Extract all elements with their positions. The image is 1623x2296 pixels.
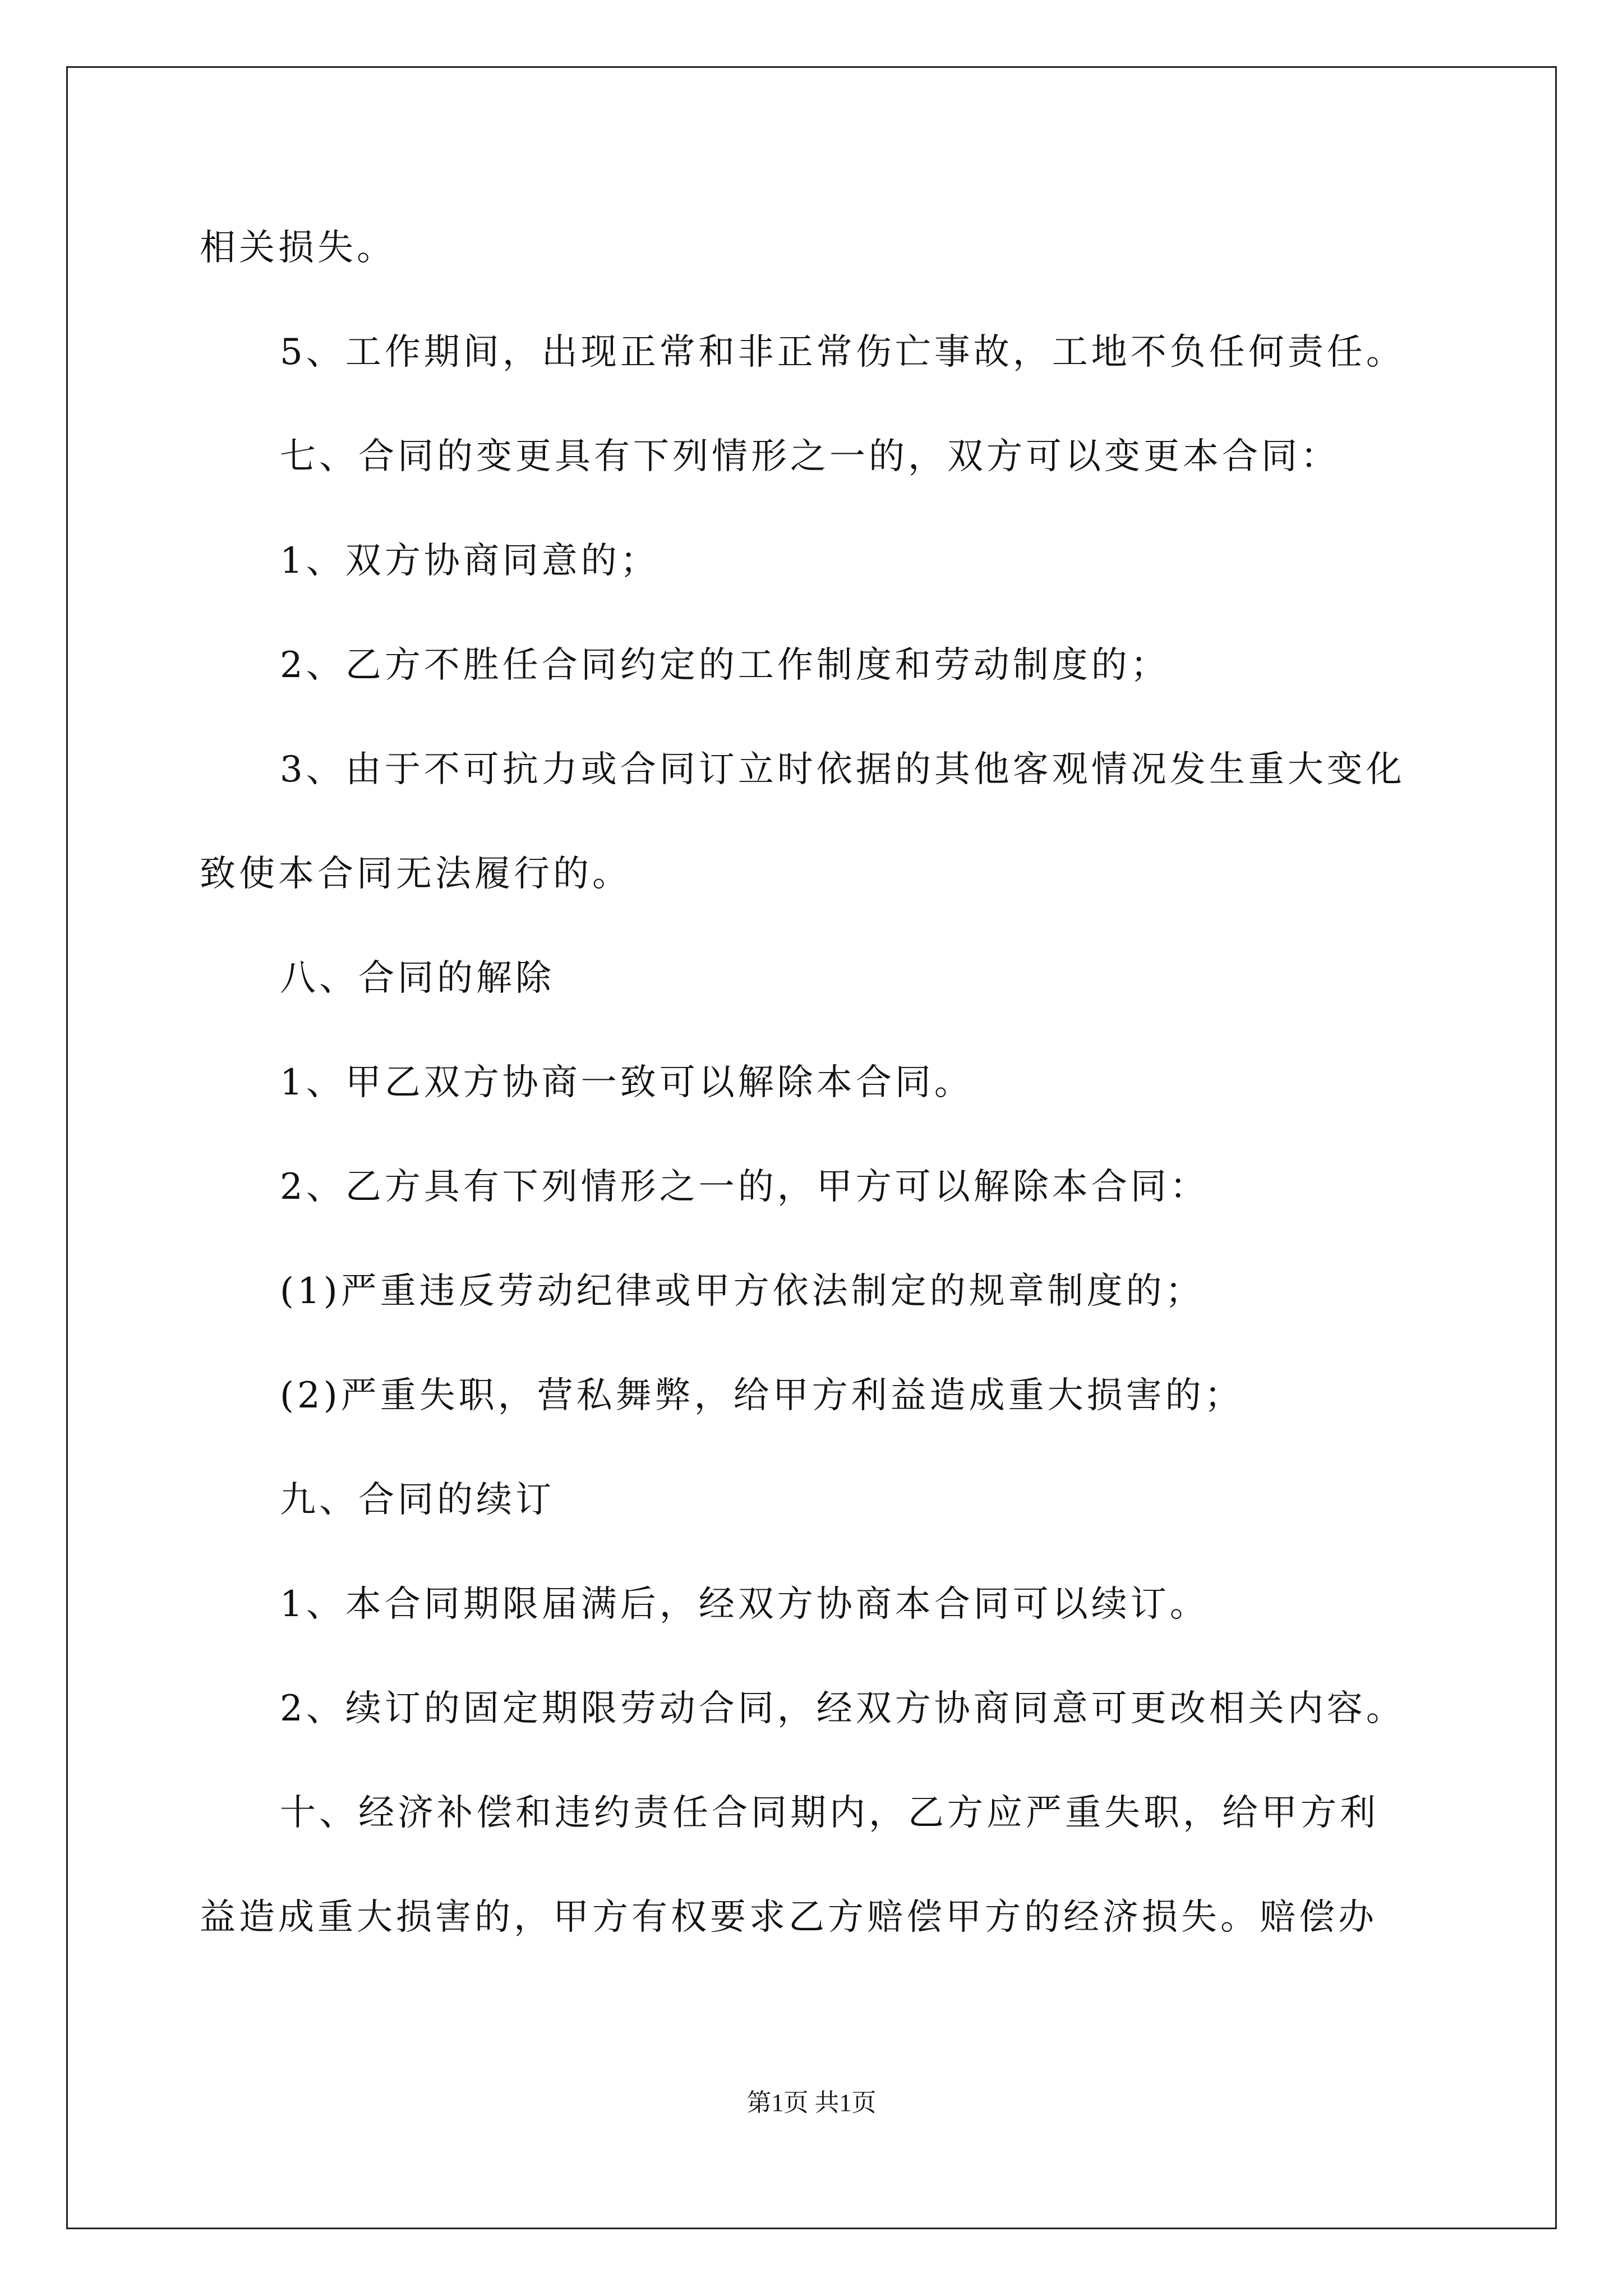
text-line: 九、合同的续订 bbox=[280, 1479, 555, 1521]
text-line: 2、乙方不胜任合同约定的工作制度和劳动制度的； bbox=[280, 645, 1170, 686]
text-line: 2、续订的固定期限劳动合同，经双方协商同意可更改相关内容。 bbox=[280, 1688, 1405, 1729]
text-line: (1)严重违反劳动纪律或甲方依法制定的规章制度的； bbox=[280, 1271, 1205, 1312]
page-number-footer: 第1页 共1页 bbox=[746, 2089, 877, 2116]
text-line: 致使本合同无法履行的。 bbox=[200, 853, 631, 895]
text-line: 十、经济补偿和违约责任合同期内，乙方应严重失职，给甲方利 bbox=[280, 1792, 1379, 1834]
text-line: (2)严重失职，营私舞弊，给甲方利益造成重大损害的； bbox=[280, 1375, 1244, 1416]
text-line: 1、甲乙双方协商一致可以解除本合同。 bbox=[280, 1062, 974, 1103]
text-line: 益造成重大损害的，甲方有权要求乙方赔偿甲方的经济损失。赔偿办 bbox=[200, 1897, 1377, 1938]
text-line: 1、本合同期限届满后，经双方协商本合同可以续订。 bbox=[280, 1584, 1209, 1625]
text-line: 八、合同的解除 bbox=[280, 958, 555, 999]
text-line: 5、工作期间，出现正常和非正常伤亡事故，工地不负任何责任。 bbox=[280, 332, 1405, 373]
text-line: 1、双方协商同意的； bbox=[280, 540, 660, 582]
text-line: 相关损失。 bbox=[200, 227, 396, 269]
text-line: 3、由于不可抗力或合同订立时依据的其他客观情况发生重大变化 bbox=[280, 749, 1405, 790]
text-line: 2、乙方具有下列情形之一的，甲方可以解除本合同： bbox=[280, 1166, 1209, 1208]
text-line: 七、合同的变更具有下列情形之一的，双方可以变更本合同： bbox=[280, 436, 1340, 477]
